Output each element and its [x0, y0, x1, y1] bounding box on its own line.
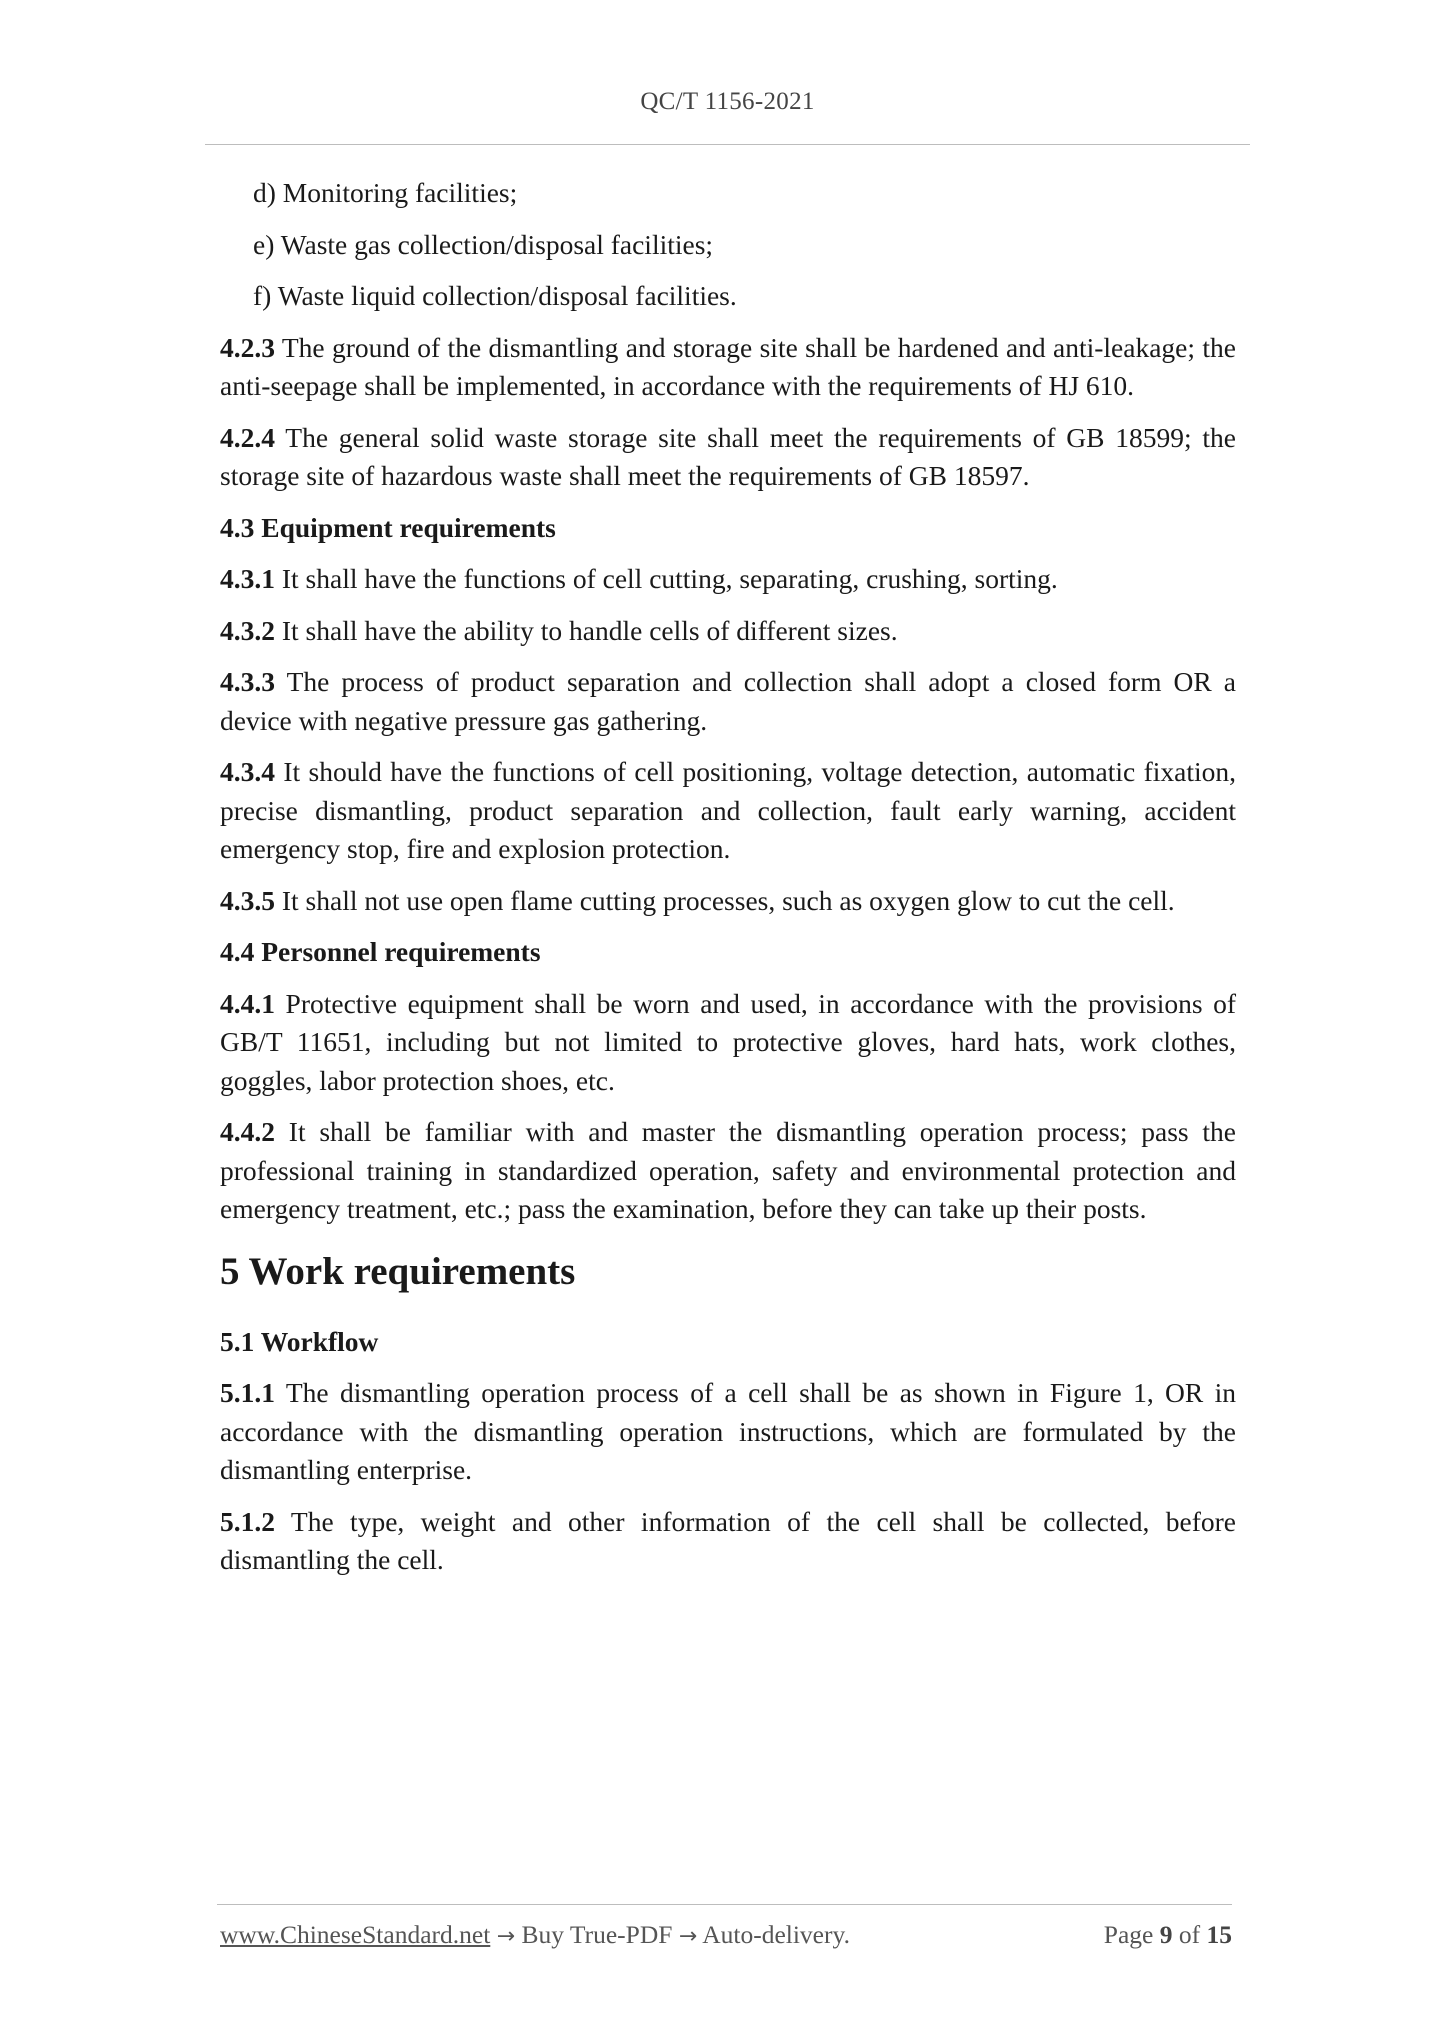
clause-text: It should have the functions of cell positioning, voltage detection, automatic fixation, precise dismantling, product separation and collection, fault early warning, accident emergency stop, fire and explosion protection. — [220, 756, 1236, 864]
clause-number: 4.2.3 — [220, 331, 275, 363]
clause-5-1-1 — [220, 1374, 1236, 1490]
document-body — [220, 174, 1236, 1580]
arrow-right-icon: → — [678, 1924, 698, 1949]
clause-text: The process of product separation and collection shall adopt a closed form OR a device with negative pressure gas gathering. — [220, 666, 1237, 736]
auto-delivery-text: Auto-delivery. — [702, 1920, 850, 1949]
document-code: QC/T 1156-2021 — [640, 88, 815, 115]
clause-4-4-1 — [220, 985, 1236, 1101]
clause-number: 4.3.3 — [220, 666, 275, 697]
clause-4-3-3 — [220, 663, 1236, 740]
clause-number: 4.4.2 — [220, 1116, 275, 1147]
clause-number: 4.3.2 — [220, 614, 275, 646]
page-counter — [1104, 1920, 1232, 1950]
of-label: of — [1178, 1920, 1201, 1949]
clause-text: Protective equipment shall be worn and used, in accordance with the provisions of GB/T 11651, including but not limited to protective gloves, hard hats, work clothes, goggles, labor protection shoes, etc. — [220, 987, 1237, 1096]
section-heading-5-1: 5.1 Workflow — [220, 1325, 379, 1357]
clause-text: It shall be familiar with and master the dismantling operation process; pass the professional training in standardized operation, safety and environmental protection and emergency treatment, etc.; pass the examination, before they can take up their posts. — [220, 1116, 1237, 1224]
list-item-e: e) Waste gas collection/disposal facilities; — [253, 228, 714, 260]
clause-text: The type, weight and other information of the cell shall be collected, before dismantling the cell. — [220, 1505, 1236, 1575]
page-label: Page — [1103, 1920, 1154, 1949]
clause-text: It shall have the functions of cell cutting, separating, crushing, sorting. — [281, 563, 1058, 594]
section-heading-4-4: 4.4 Personnel requirements — [220, 936, 541, 967]
clause-text: The ground of the dismantling and storage site shall be hardened and anti-leakage; the anti-seepage shall be implemented, in accordance with the requirements of HJ 610. — [220, 331, 1236, 401]
clause-number: 5.1.2 — [220, 1505, 275, 1537]
website-link[interactable]: www.ChineseStandard.net — [220, 1920, 491, 1949]
total-pages: 15 — [1206, 1920, 1232, 1949]
clause-4-2-3 — [220, 329, 1236, 406]
chapter-heading-5: 5 Work requirements — [220, 1249, 576, 1293]
clause-4-3-2 — [220, 612, 1236, 651]
buy-pdf-text: Buy True-PDF — [521, 1920, 673, 1949]
arrow-right-icon: → — [496, 1924, 516, 1949]
footer-divider — [217, 1904, 1232, 1905]
clause-number: 5.1.1 — [220, 1377, 275, 1408]
clause-number: 4.3.1 — [220, 563, 275, 594]
section-heading-4-3: 4.3 Equipment requirements — [220, 511, 556, 543]
clause-number: 4.3.4 — [220, 756, 275, 787]
clause-number: 4.2.4 — [220, 421, 275, 453]
clause-4-3-1 — [220, 560, 1236, 599]
footer-links — [220, 1920, 850, 1950]
clause-5-1-2 — [220, 1503, 1236, 1580]
clause-4-3-4 — [220, 753, 1236, 869]
list-item-d: d) Monitoring facilities; — [253, 177, 518, 208]
clause-4-2-4 — [220, 419, 1236, 496]
clause-number: 4.4.1 — [220, 987, 275, 1019]
clause-text: The general solid waste storage site shall meet the requirements of GB 18599; the storage site of hazardous waste shall meet the requirements of GB 18597. — [220, 421, 1236, 491]
clause-text: It shall have the ability to handle cells of different sizes. — [281, 614, 898, 646]
clause-4-4-2 — [220, 1113, 1236, 1229]
page-number: 9 — [1159, 1920, 1173, 1949]
page-footer — [220, 1920, 1232, 1960]
list-item-f: f) Waste liquid collection/disposal facilities. — [253, 280, 737, 311]
clause-text: The dismantling operation process of a cell shall be as shown in Figure 1, OR in accordance with the dismantling operation instructions, which are formulated by the dismantling enterprise. — [220, 1377, 1236, 1485]
clause-number: 4.3.5 — [220, 884, 275, 916]
clause-4-3-5 — [220, 882, 1236, 921]
clause-text: It shall not use open flame cutting processes, such as oxygen glow to cut the cell. — [281, 884, 1175, 916]
page-header — [205, 88, 1250, 145]
